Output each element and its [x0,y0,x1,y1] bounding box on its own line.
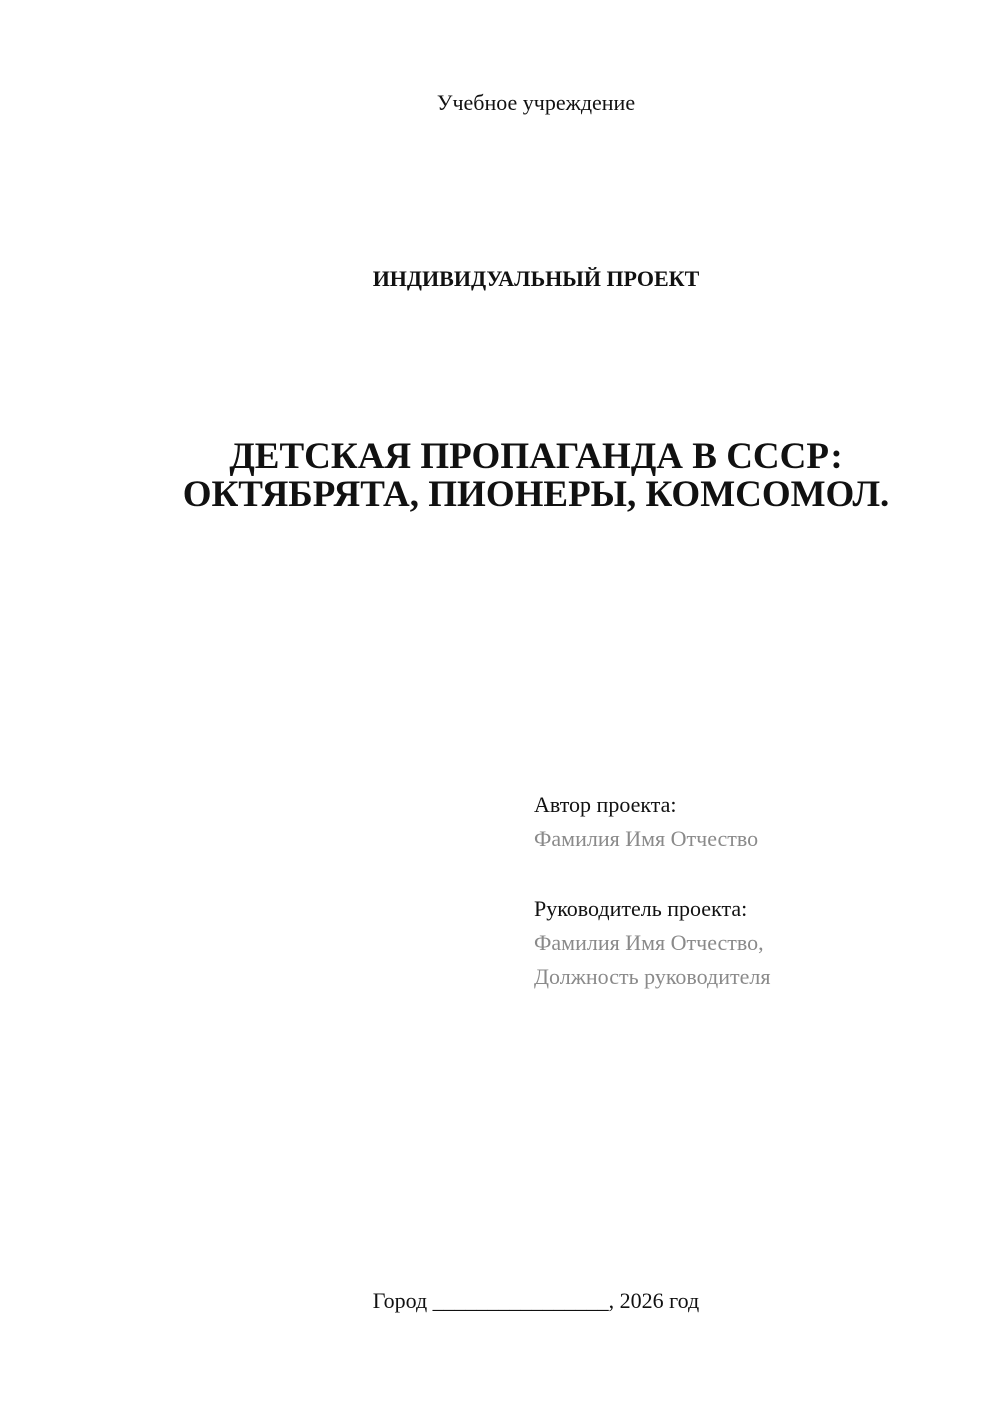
credits-spacer [534,856,974,892]
city-label: Город [372,1288,428,1313]
supervisor-name: Фамилия Имя Отчество, [534,930,764,955]
city-year-line [0,1288,1000,1314]
author-label: Автор проекта: [534,792,677,817]
supervisor-position: Должность руководителя [534,964,771,989]
city-blank: ________________ [432,1288,609,1313]
project-credits [534,788,974,994]
project-type-heading: ИНДИВИДУАЛЬНЫЙ ПРОЕКТ [372,266,700,291]
project-title-line-1: ДЕТСКАЯ ПРОПАГАНДА В СССР: [229,436,843,477]
year-text: , 2026 год [608,1288,700,1313]
project-title-line-2: ОКТЯБРЯТА, ПИОНЕРЫ, КОМСОМОЛ. [182,474,890,515]
institution-name: Учебное учреждение [436,90,636,115]
supervisor-label: Руководитель проекта: [534,896,748,921]
project-title [0,438,1000,514]
author-name: Фамилия Имя Отчество [534,826,759,851]
